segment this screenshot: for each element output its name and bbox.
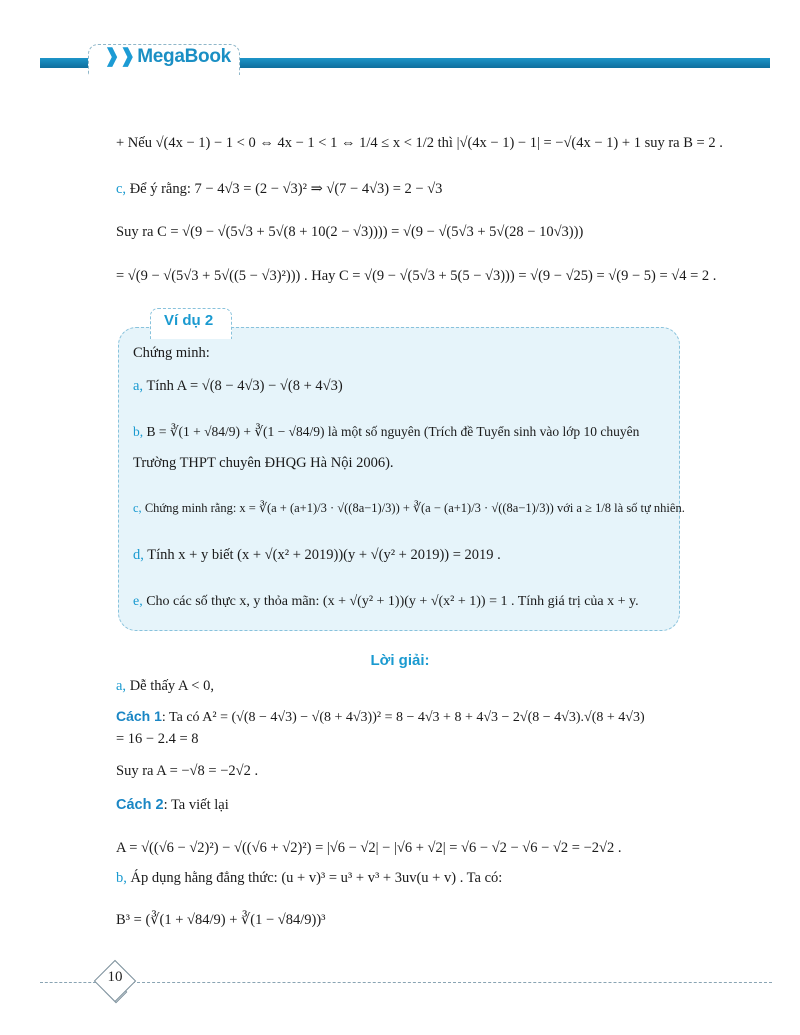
brand-logo: ❱❱ MegaBook [104,46,231,67]
line-4-text: = √(9 − √(5√3 + 5√((5 − √3)²))) . Hay C = √(9 − √(5√3 + 5(5 − √3))) = √(9 − √25) = √(9 − 5) = √4 = 2 . [116,268,717,284]
text-line-3 [116,224,583,241]
solution-result-1 [116,763,258,780]
footer-rule-left [40,982,96,983]
text-line-4 [116,268,716,285]
example-e-text: Cho các số thực x, y thỏa mãn: (x + √(y² + 1))(y + √(x² + 1)) = 1 . Tính giá trị của x + y. [146,594,639,609]
header-bar-right [238,58,770,68]
header-bar-left [40,58,90,68]
line-2-label: c, [116,181,127,197]
example-b-label: b, [133,424,144,439]
footer-rule-right [132,982,772,983]
solution-a-text: Dễ thấy A < 0, [129,678,214,694]
solution-b-label: b, [116,870,127,886]
line-3-text: Suy ra C = √(9 − √(5√3 + 5√(8 + 10(2 − √3)))) = √(9 − √(5√3 + 5√(28 − 10√3))) [116,224,584,240]
solution-a [116,678,214,695]
solution-b [116,870,502,887]
example-item-b-cont [133,455,394,472]
method-1-cont-text: = 16 − 2.4 = 8 [116,731,199,747]
page-number: 10 [107,969,123,985]
method-1-text: : Ta có A² = (√(8 − 4√3) − √(8 + 4√3))² = 8 − 4√3 + 8 + 4√3 − 2√(8 − 4√3).√(8 + 4√3) [161,710,645,725]
text-line-2 [116,181,442,198]
example-item-b [133,424,639,440]
example-item-a [133,378,343,395]
example-d-text: Tính x + y biết (x + √(x² + 2019))(y + √(y² + 2019)) = 2019 . [147,547,501,563]
example-e-label: e, [133,594,143,609]
method-2-label: Cách 2 [116,797,164,813]
example-a-label: a, [133,378,144,394]
solution-b-eq [116,912,326,929]
solution-method-2 [116,797,229,814]
example-a-text: Tính A = √(8 − 4√3) − √(8 + 4√3) [146,378,343,394]
solution-method-1 [116,708,645,726]
result-1-text: Suy ra A = −√8 = −2√2 . [116,763,259,779]
example-c-label: c, [133,501,142,515]
example-item-c [133,500,685,516]
method-2-text: : Ta viết lại [163,797,229,813]
solution-b-text: Áp dụng hằng đẳng thức: (u + v)³ = u³ + v³ + 3uv(u + v) . Ta có: [130,870,503,886]
example-item-d [133,547,501,564]
method-2-equation: A = √((√6 − √2)²) − √((√6 + √2)²) = |√6 − √2| − |√6 + √2| = √6 − √2 − √6 − √2 = −2√2 . [116,840,622,856]
solution-title: Lời giải: [370,652,430,669]
example-b-text: B = ∛(1 + √84/9) + ∛(1 − √84/9) là một số nguyên (Trích đề Tuyển sinh vào lớp 10 chuyên [146,424,640,439]
line-1-text: + Nếu √(4x − 1) − 1 < 0 ⇔ 4x − 1 < 1 ⇔ 1/4 ≤ x < 1/2 thì |√(4x − 1) − 1| = −√(4x − 1) + 1 suy ra B = 2 . [116,135,723,151]
example-d-label: d, [133,547,144,563]
solution-b-equation: B³ = (∛(1 + √84/9) + ∛(1 − √84/9))³ [116,912,326,928]
solution-method-2-eq [116,840,621,857]
example-intro [133,345,210,362]
example-intro-text: Chứng minh: [133,345,210,361]
line-2-text: Để ý rằng: 7 − 4√3 = (2 − √3)² ⇒ √(7 − 4√3) = 2 − √3 [129,181,443,197]
example-title: Ví dụ 2 [164,312,214,329]
solution-method-1-cont [116,731,199,748]
text-line-1 [116,135,723,152]
example-box [118,327,680,631]
example-item-e [133,594,639,610]
solution-a-label: a, [116,678,127,694]
brand-mark-icon: ❱❱ [104,46,136,67]
method-1-label: Cách 1 [116,708,162,724]
example-b2-text: Trường THPT chuyên ĐHQG Hà Nội 2006). [133,455,394,471]
example-c-text: Chứng minh rằng: x = ∛(a + (a+1)/3 · √((8a−1)/3)) + ∛(a − (a+1)/3 · √((8a−1)/3)) với a ≥ 1/8 là số tự nhiên. [144,501,685,515]
page-header [0,0,800,90]
